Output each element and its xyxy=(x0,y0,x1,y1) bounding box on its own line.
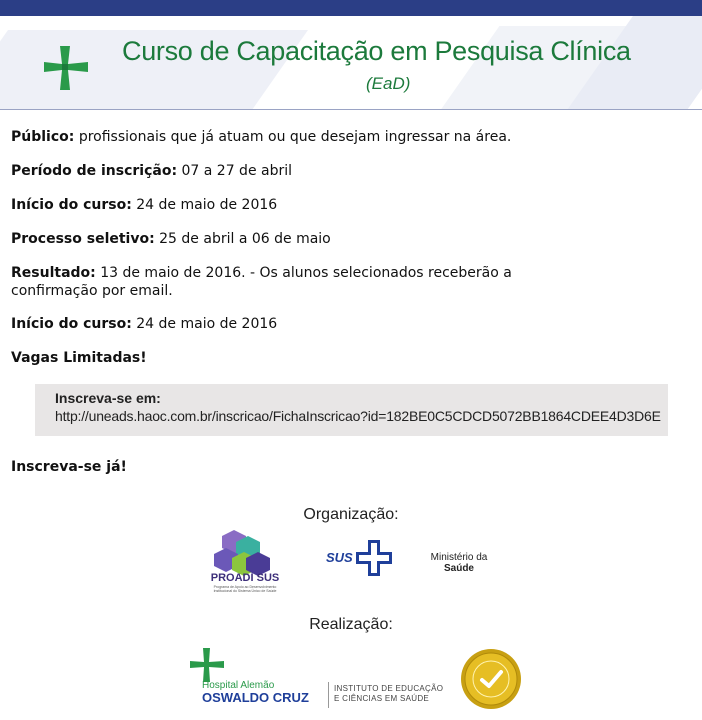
detail-selection-process: Processo seletivo: 25 de abril a 06 de maio xyxy=(11,231,331,247)
detail-audience: Público: profissionais que já atuam ou que desejam ingressar na área. xyxy=(11,129,512,145)
signup-cta: Inscreva-se já! xyxy=(11,459,127,475)
signup-box xyxy=(35,384,668,436)
realization-label: Realização: xyxy=(309,616,393,633)
proadi-sus-description: Programa de Apoio ao Desenvolvimento Institucional do Sistema Único de Saúde xyxy=(213,585,277,593)
proadi-sus-name: PROADI SUS xyxy=(210,572,280,584)
limited-spots: Vagas Limitadas! xyxy=(11,350,147,366)
hospital-name-line1: Hospital Alemão xyxy=(202,680,275,691)
header-banner xyxy=(0,16,702,110)
page-title: Curso de Capacitação em Pesquisa Clínica xyxy=(122,36,631,66)
sus-label: SUS xyxy=(326,550,353,565)
signup-label: Inscreva-se em: xyxy=(55,390,161,406)
detail-course-start: Início do curso: 24 de maio de 2016 xyxy=(11,197,278,213)
detail-registration-period: Período de inscrição: 07 a 27 de abril xyxy=(11,163,293,179)
detail-course-start-repeat: Início do curso: 24 de maio de 2016 xyxy=(11,316,278,332)
signup-link[interactable]: http://uneads.haoc.com.br/inscricao/FichaInscricao?id=182BE0C5CDCD5072BB1864CDEE4D3D6E xyxy=(55,408,661,424)
logo-divider xyxy=(328,682,329,708)
footer-logos xyxy=(30,498,672,720)
top-bar xyxy=(0,0,702,16)
ministry-of-health-logo: Ministério da Saúde xyxy=(430,552,488,574)
hospital-cross-icon xyxy=(188,646,226,684)
accreditation-seal-icon xyxy=(460,648,522,710)
institute-name: INSTITUTO DE EDUCAÇÃO E CIÊNCIAS EM SAÚDE xyxy=(334,684,444,703)
sus-cross-icon xyxy=(356,540,392,576)
detail-result: Resultado: 13 de maio de 2016. - Os alunos selecionados receberão a confirmação por email. xyxy=(11,265,512,299)
page-subtitle: (EaD) xyxy=(366,74,411,93)
hospital-name-line2: OSWALDO CRUZ xyxy=(202,690,309,705)
organization-label: Organização: xyxy=(303,506,399,523)
